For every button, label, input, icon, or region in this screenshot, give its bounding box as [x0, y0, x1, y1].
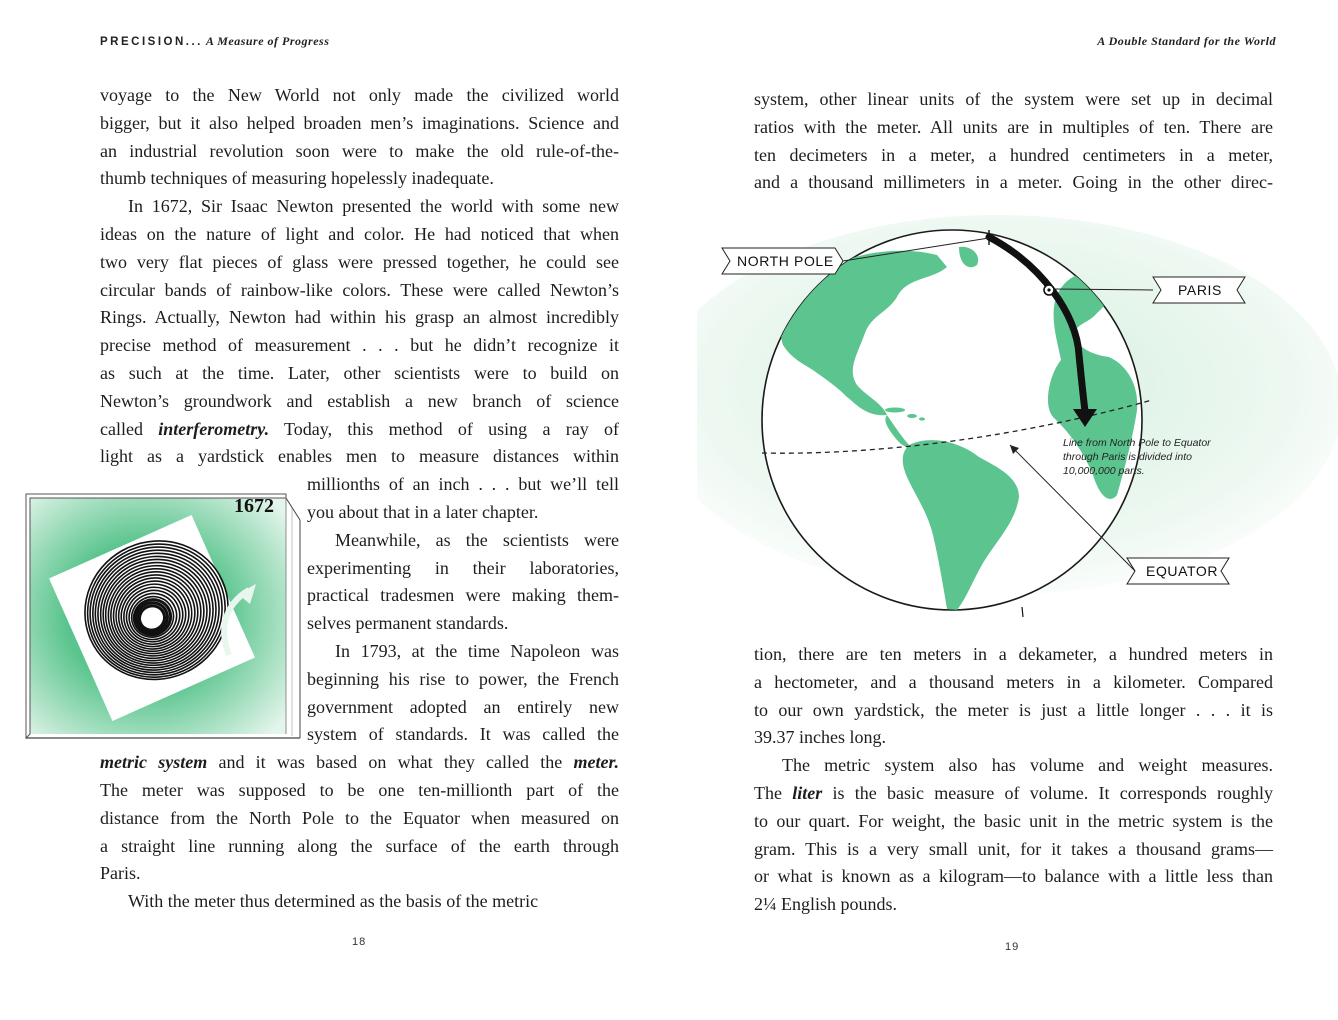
- running-head-italic: A Measure of Progress: [205, 34, 330, 48]
- text-line: to our own yardstick, the meter is just a little longer . . . it is: [754, 699, 1273, 720]
- text-line: ratios with the meter. All units are in multiples of ten. There are: [754, 116, 1273, 137]
- text-run: called: [100, 418, 159, 439]
- text-line: an industrial revolution soon were to make the old rule-of-the-: [100, 140, 619, 161]
- newtons-rings-illustration: [24, 490, 304, 742]
- right-page: [669, 0, 1338, 1020]
- text-line: as such at the time. Later, other scientists were to build on: [100, 363, 619, 383]
- text-line: bigger, but it also helped broaden men’s imaginations. Science and: [100, 112, 619, 133]
- paris-label: PARIS: [1178, 282, 1222, 298]
- text-line: ten decimeters in a meter, a hundred centimeters in a meter,: [754, 144, 1273, 165]
- text-line: In 1793, at the time Napoleon was: [335, 641, 619, 661]
- text-line: system of standards. It was called the: [307, 724, 619, 745]
- text-line: In 1672, Sir Isaac Newton presented the world with some new: [128, 196, 619, 217]
- running-head-caps: PRECISION...: [100, 36, 203, 48]
- text-line: voyage to the New World not only made the civilized world: [100, 85, 619, 105]
- text-line: light as a yardstick enables men to measure distances within: [100, 446, 619, 467]
- text-line: [754, 780, 1273, 807]
- emphasized-term: meter.: [573, 752, 619, 773]
- text-line: millionths of an inch . . . but we’ll tell: [307, 474, 619, 495]
- text-line: you about that in a later chapter.: [307, 502, 539, 522]
- caption-line-2: through Paris is divided into: [1063, 451, 1192, 463]
- text-line: Newton’s groundwork and establish a new branch of science: [100, 390, 619, 411]
- text-line: precise method of measurement . . . but he didn’t recognize it: [100, 335, 619, 356]
- text-line: government adopted an entirely new: [307, 696, 619, 717]
- text-line: tion, there are ten meters in a dekameter, a hundred meters in: [754, 644, 1273, 664]
- right-folio: 19: [1005, 941, 1020, 953]
- text-run: The: [754, 783, 793, 803]
- running-head-italic-right: A Double Standard for the World: [1097, 34, 1276, 48]
- globe-diagram: [697, 205, 1338, 625]
- text-line: thumb techniques of measuring hopelessly inadequate.: [100, 168, 494, 189]
- text-line: a straight line running along the surface of the earth through: [100, 835, 619, 856]
- text-run: and it was based on what they called the: [207, 752, 574, 773]
- emphasized-term: interferometry.: [158, 418, 270, 439]
- text-line: two very flat pieces of glass were pressed together, he could see: [100, 251, 619, 272]
- text-line: a hectometer, and a thousand meters in a kilometer. Compared: [754, 671, 1273, 692]
- text-line: or what is known as a kilogram—to balance with a little less than: [754, 866, 1273, 887]
- text-line: Paris.: [100, 863, 141, 884]
- text-line: [100, 416, 619, 443]
- equator-label: EQUATOR: [1146, 563, 1219, 579]
- text-line: gram. This is a very small unit, for it takes a thousand grams—: [754, 838, 1273, 859]
- caption-line-3: 10,000,000 parts.: [1063, 465, 1145, 477]
- text-line: to our quart. For weight, the basic unit in the metric system is the: [754, 810, 1273, 831]
- caption-line-1: Line from North Pole to Equator: [1063, 437, 1211, 449]
- text-line: 2¼ English pounds.: [754, 894, 898, 915]
- text-line: The metric system also has volume and weight measures.: [782, 755, 1273, 776]
- emphasized-term: liter: [792, 783, 823, 803]
- text-line: With the meter thus determined as the basis of the metric: [128, 891, 539, 912]
- text-line: ideas on the nature of light and color. He had noticed that when: [100, 224, 619, 244]
- text-line: [100, 749, 619, 776]
- text-line: circular bands of rainbow-like colors. These were called Newton’s: [100, 279, 619, 300]
- text-line: The meter was supposed to be one ten-millionth part of the: [100, 780, 619, 800]
- text-line: selves permanent standards.: [307, 613, 509, 634]
- north-pole-label: NORTH POLE: [737, 253, 834, 269]
- text-line: practical tradesmen were making them-: [307, 585, 619, 606]
- text-line: beginning his rise to power, the French: [307, 668, 619, 689]
- text-line: distance from the North Pole to the Equator when measured on: [100, 807, 619, 828]
- left-folio: 18: [352, 936, 367, 948]
- emphasized-term: metric system: [100, 752, 208, 773]
- text-line: Rings. Actually, Newton had within his grasp an almost incredibly: [100, 307, 619, 328]
- left-running-head: [100, 34, 329, 49]
- text-line: and a thousand millimeters in a meter. Going in the other direc-: [754, 172, 1273, 193]
- illustration-year: 1672: [234, 495, 274, 517]
- text-run: Today, this method of using a ray of: [269, 418, 619, 439]
- text-line: 39.37 inches long.: [754, 727, 886, 748]
- text-line: experimenting in their laboratories,: [307, 557, 619, 578]
- text-line: system, other linear units of the system were set up in decimal: [754, 89, 1273, 109]
- text-run: is the basic measure of volume. It corresponds roughly: [822, 783, 1273, 803]
- right-running-head: [1097, 34, 1276, 49]
- text-line: Meanwhile, as the scientists were: [335, 529, 619, 550]
